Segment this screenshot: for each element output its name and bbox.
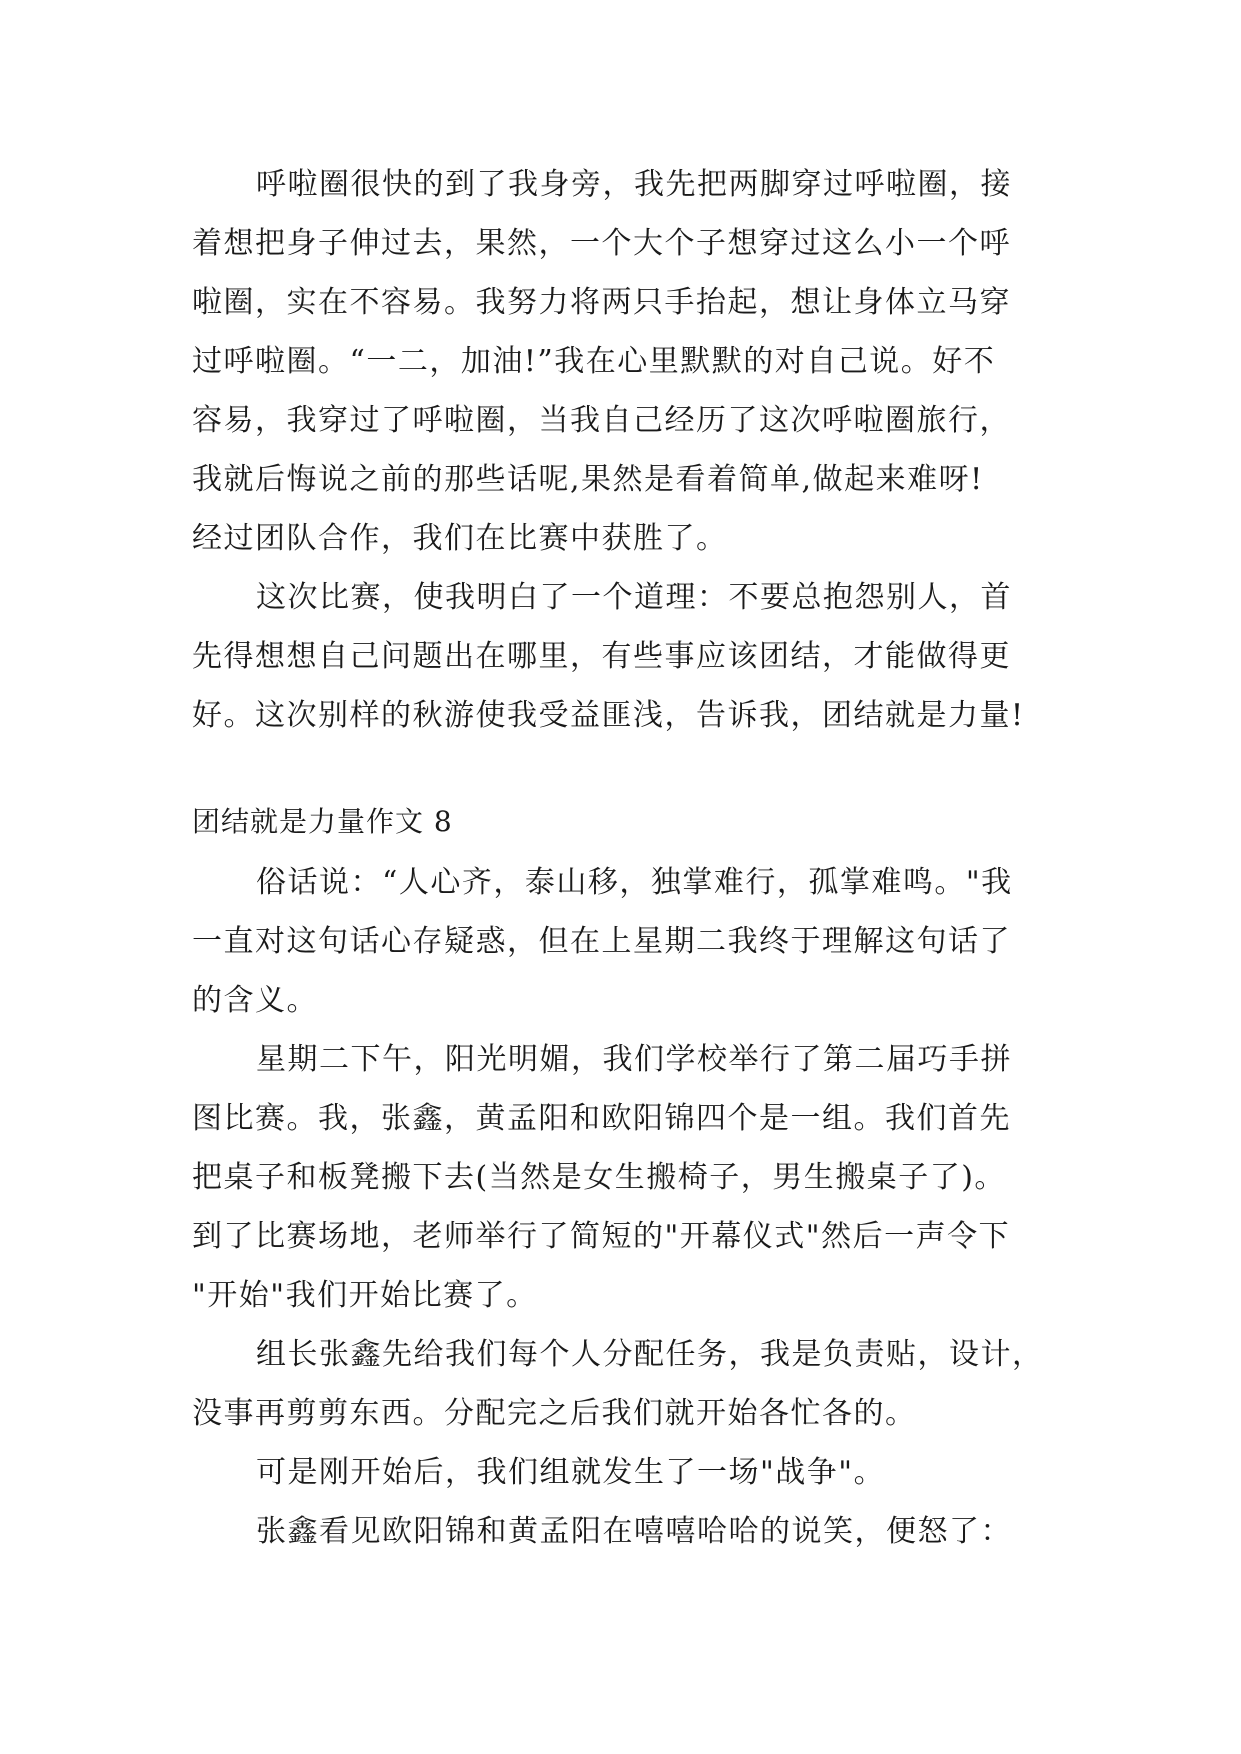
- paragraph-line: 俗话说：“人心齐，泰山移，独掌难行，孤掌难鸣。"我: [256, 865, 1013, 900]
- paragraph-line: 张鑫看见欧阳锦和黄孟阳在嘻嘻哈哈的说笑，便怒了：: [256, 1514, 1012, 1549]
- paragraph-line: 好。这次别样的秋游使我受益匪浅，告诉我，团结就是力量!: [192, 698, 1025, 733]
- paragraph-line: 啦圈，实在不容易。我努力将两只手抬起，想让身体立马穿: [192, 285, 1011, 320]
- paragraph-line: 可是刚开始后，我们组就发生了一场"战争"。: [256, 1455, 886, 1490]
- paragraph-line: "开始"我们开始比赛了。: [192, 1278, 538, 1313]
- section-heading: 团结就是力量作文 8: [192, 805, 453, 838]
- paragraph-line: 一直对这句话心存疑惑，但在上星期二我终于理解这句话了: [192, 924, 1011, 959]
- paragraph-line: 先得想想自己问题出在哪里，有些事应该团结，才能做得更: [192, 639, 1011, 674]
- paragraph-line: 容易，我穿过了呼啦圈，当我自己经历了这次呼啦圈旅行，: [192, 403, 1011, 438]
- paragraph-line: 没事再剪剪东西。分配完之后我们就开始各忙各的。: [192, 1396, 917, 1431]
- paragraph-line: 经过团队合作，我们在比赛中获胜了。: [192, 521, 728, 556]
- paragraph-line: 这次比赛，使我明白了一个道理：不要总抱怨别人，首: [256, 580, 1012, 615]
- paragraph-line: 图比赛。我，张鑫，黄孟阳和欧阳锦四个是一组。我们首先: [192, 1101, 1011, 1136]
- paragraph-line: 的含义。: [192, 983, 318, 1018]
- paragraph-line: 星期二下午，阳光明媚，我们学校举行了第二届巧手拼: [256, 1042, 1012, 1077]
- paragraph-line: 着想把身子伸过去，果然，一个大个子想穿过这么小一个呼: [192, 226, 1011, 261]
- paragraph-line: 到了比赛场地，老师举行了简短的"开幕仪式"然后一声令下: [192, 1219, 1011, 1254]
- paragraph-line: 我就后悔说之前的那些话呢,果然是看着简单,做起来难呀!: [192, 462, 984, 497]
- paragraph-line: 过呼啦圈。“一二，加油!”我在心里默默的对自己说。好不: [192, 344, 996, 379]
- paragraph-line: 把桌子和板凳搬下去(当然是女生搬椅子，男生搬桌子了)。: [192, 1160, 1006, 1195]
- paragraph-line: 呼啦圈很快的到了我身旁，我先把两脚穿过呼啦圈，接: [256, 167, 1012, 202]
- paragraph-line: 组长张鑫先给我们每个人分配任务，我是负责贴，设计，: [256, 1337, 1044, 1372]
